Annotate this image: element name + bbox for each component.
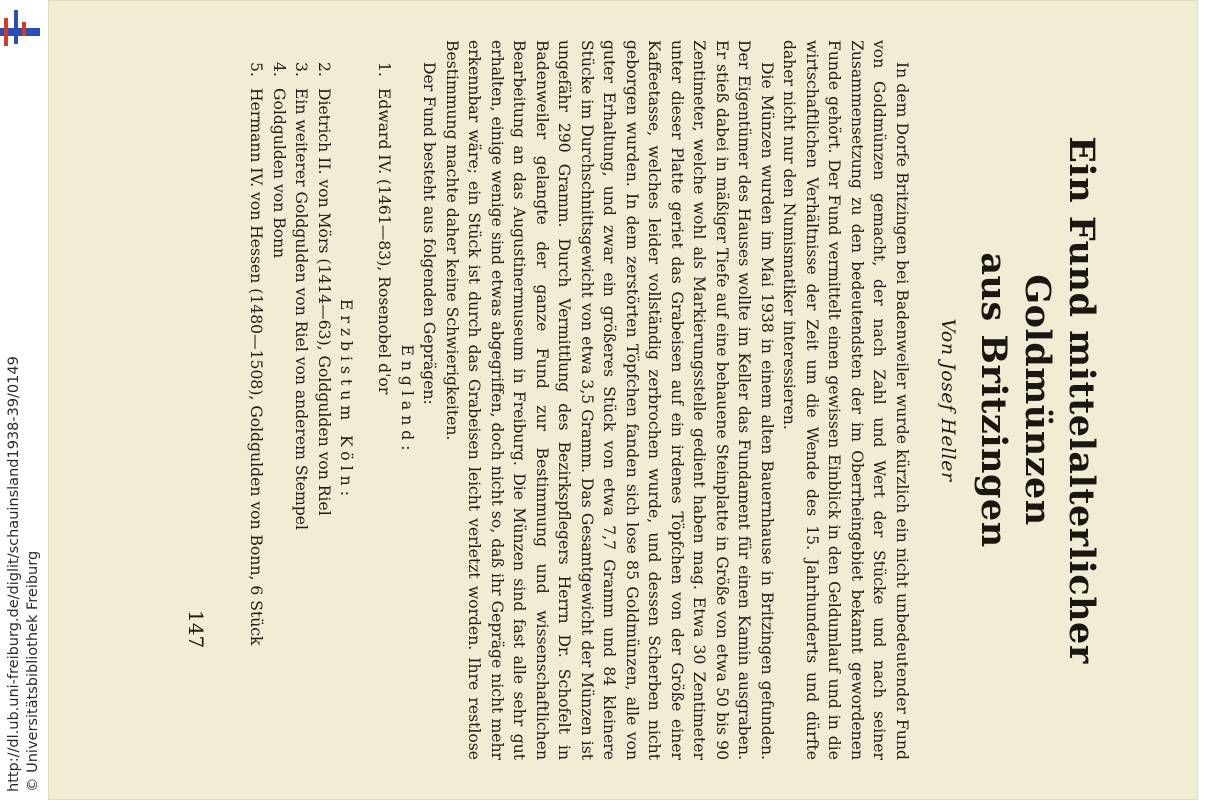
item-text: Hermann IV. von Hessen (1480—1508), Goldgulden von Bonn, 6 Stück (247, 88, 266, 646)
list-intro: Der Fund besteht aus folgenden Geprägen: (420, 62, 439, 405)
heading-koeln: Erzbistum Köln: (337, 299, 356, 501)
right-margin-strip (1198, 0, 1210, 800)
item-number: 2. (314, 62, 333, 77)
article-body (441, 40, 914, 760)
item-text: Edward IV. (1461—83), Rosenobel d'or (375, 88, 394, 395)
article-title (971, 40, 1103, 760)
list-item (373, 40, 396, 760)
heading-england: England: (398, 344, 416, 456)
item-text: Dietrich II. von Mörs (1414—63), Goldgulden von Riel (314, 88, 333, 516)
list-item (290, 40, 313, 760)
title-line-2: aus Britzingen (973, 252, 1014, 548)
item-number: 5. (247, 62, 266, 77)
page-number: 147 (184, 610, 208, 649)
paragraph-1: In dem Dorfe Britzingen bei Badenweiler wurde kürzlich ein nicht unbedeutender Fund von Goldmünzen gemacht, der nach Zahl und Wert der Stücke und nach seiner Zusammensetzung zu den bedeutendsten der im Oberrheingebiet bekannt gewordenen Funde gehört. Der Fund vermittelt einen gewissen Einblick in den Geldumlauf und in die wirtschaftlichen Verhältnisse der Zeit um die Wende des 15. Jahrhunderts und dürfte daher nicht nur den Numismatiker interessieren. (780, 40, 911, 760)
left-margin-strip (0, 0, 48, 800)
coin-list-england (373, 40, 396, 760)
item-number: 4. (269, 62, 288, 77)
item-text: Ein weiterer Goldgulden von Riel von anderem Stempel (292, 88, 311, 530)
source-url: http://dl.ub.uni-freiburg.de/diglit/schauinsland1938-39/0149 (6, 356, 22, 792)
list-item (312, 40, 335, 760)
page-content-rotated (48, 0, 1198, 800)
paragraph-2: Die Münzen wurden im Mai 1938 in einem alten Bauernhause in Britzingen gefunden. Der Eigentümer des Hauses wollte im Keller das Fundament für einen Kamin ausgraben. Er stieß dabei in mäßiger Tiefe auf eine behauene Steinplatte in Größe von etwa 50 bis 90 Zentimeter, welche wohl als Markierungsstelle gedient haben mag. Etwa 30 Zentimeter unter dieser Platte geriet das Grabeisen auf ein irdenes Töpfchen von der Größe einer Kaffeetasse, welches leider vollständig zerbrochen wurde, und dessen Scherben nicht geborgen wurden. In dem zerstörten Töpfchen fanden sich lose 85 Goldmünzen, alle von guter Erhaltung, und zwar ein größeres Stück von etwa 7,7 Gramm und 84 kleinere Stücke im Durchschnittsgewicht von etwa 3,5 Gramm. Das Gesamtgewicht der Münzen ist ungefähr 290 Gramm. Durch Vermittlung des Bezirkspflegers Herrn Dr. Schofelt in Badenweiler gelangte der ganze Fund zur Bestimmung und wissenschaftlichen Bearbeitung an das Augustinermuseum in Freiburg. Die Münzen sind fast alle sehr gut erhalten, einige wenige sind etwas abgegriffen, doch nicht so, daß ihr Gepräge nicht mehr erkennbar wäre; ein Stück ist durch das Grabeisen leicht verletzt worden. Ihre restlose Bestimmung machte daher keine Schwierigkeiten. (443, 40, 776, 760)
article (229, 40, 1103, 760)
item-number: 3. (292, 62, 311, 77)
source-credit (0, 0, 48, 800)
item-number: 1. (375, 62, 394, 77)
title-line-1: Ein Fund mittelalterlicher Goldmünzen (1017, 136, 1102, 664)
list-item (245, 40, 268, 760)
scanned-page (48, 0, 1198, 800)
source-copyright: © Universitätsbibliothek Freiburg (25, 550, 41, 792)
coin-list-koeln (245, 40, 335, 760)
article-author: Von Josef Heller (937, 318, 959, 482)
item-text: Goldgulden von Bonn (269, 88, 288, 259)
list-item (267, 40, 290, 760)
